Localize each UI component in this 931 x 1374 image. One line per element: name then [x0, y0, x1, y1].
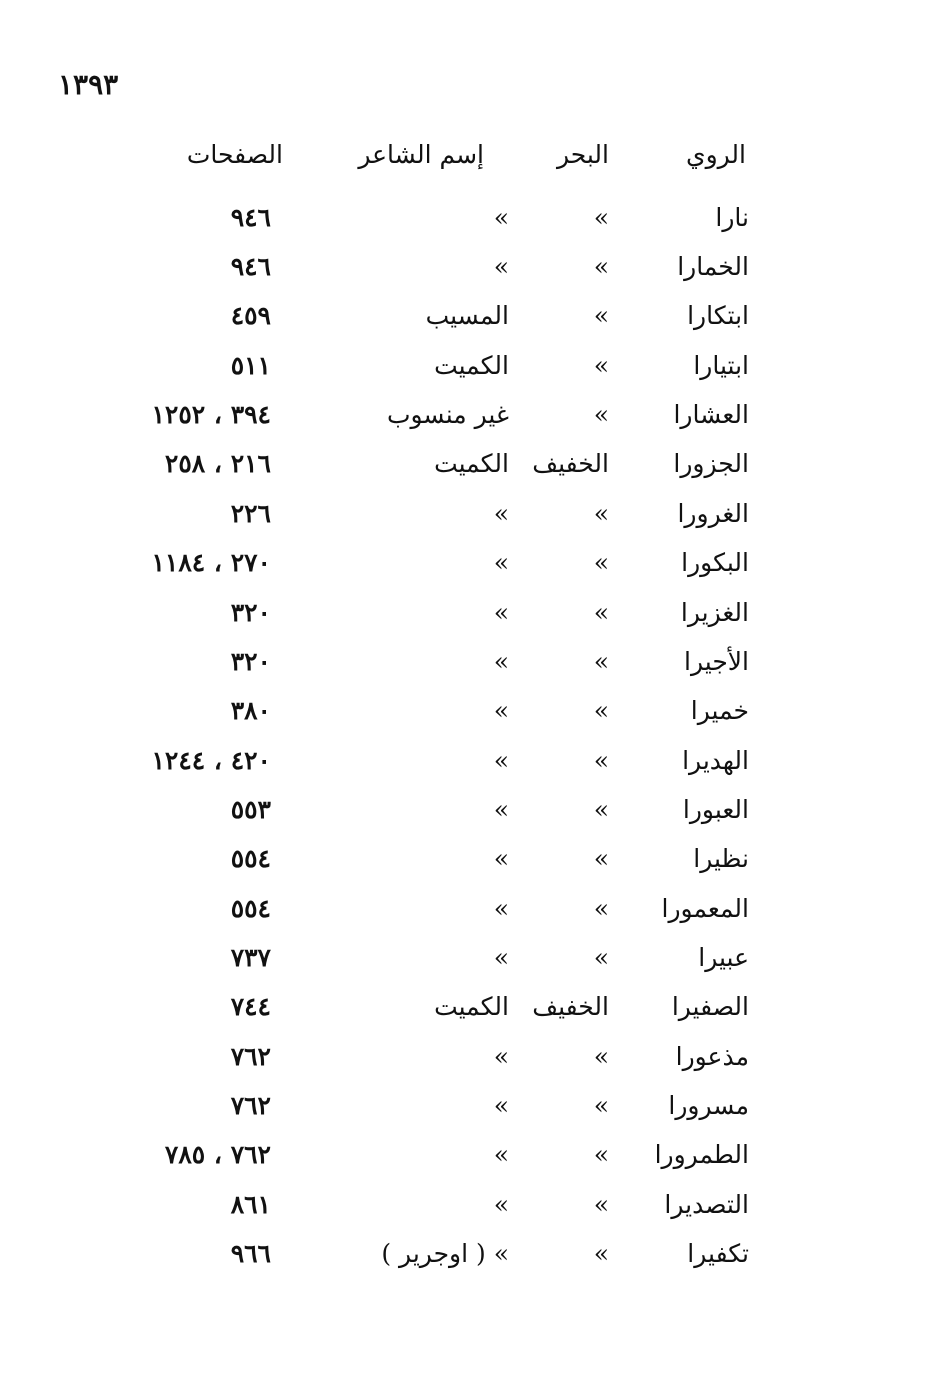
bahr-cell: »: [593, 252, 609, 281]
rawi-cell: العشارا: [673, 400, 749, 429]
bahr-cell: »: [593, 1042, 609, 1071]
table-row: [0, 889, 931, 929]
bahr-cell: »: [593, 1140, 609, 1169]
pages-cell: ٣٩٤ ، ١٢٥٢: [151, 400, 271, 429]
bahr-cell: »: [593, 351, 609, 380]
rawi-cell: الهديرا: [682, 746, 749, 775]
poet-cell: »: [493, 1091, 509, 1120]
pages-cell: ٤٢٠ ، ١٢٤٤: [151, 746, 271, 775]
poet-cell: غير منسوب: [386, 400, 509, 429]
poet-cell: المسيب: [425, 301, 509, 330]
pages-cell: ٢١٦ ، ٢٥٨: [164, 449, 271, 478]
table-row: [0, 839, 931, 879]
rawi-cell: الجزورا: [673, 449, 749, 478]
pages-cell: ٥٥٣: [230, 795, 271, 824]
poet-cell: »: [493, 1190, 509, 1219]
poet-cell: »: [493, 203, 509, 232]
table-row: [0, 247, 931, 287]
bahr-cell: الخفيف: [532, 992, 609, 1021]
bahr-cell: »: [593, 1190, 609, 1219]
bahr-cell: »: [593, 598, 609, 627]
rawi-cell: التصديرا: [664, 1190, 749, 1219]
poet-cell: »: [493, 746, 509, 775]
bahr-cell: »: [593, 499, 609, 528]
bahr-cell: »: [593, 1239, 609, 1268]
pages-cell: ٥١١: [230, 351, 271, 380]
table-row: [0, 1086, 931, 1126]
rawi-cell: الصفيرا: [671, 992, 749, 1021]
poet-cell: »: [493, 894, 509, 923]
pages-cell: ٣٨٠: [230, 696, 271, 725]
rawi-cell: خميرا: [690, 696, 749, 725]
poet-cell: »: [493, 499, 509, 528]
pages-cell: ٣٢٠: [230, 647, 271, 676]
table-row: [0, 642, 931, 682]
bahr-cell: »: [593, 400, 609, 429]
rawi-cell: العبورا: [682, 795, 749, 824]
pages-cell: ٢٢٦: [230, 499, 271, 528]
pages-cell: ٨٦١: [230, 1190, 271, 1219]
table-row: [0, 543, 931, 583]
poet-cell: »: [493, 598, 509, 627]
bahr-cell: »: [593, 647, 609, 676]
poet-cell: الكميت: [434, 449, 509, 478]
rawi-cell: ابتيارا: [693, 351, 749, 380]
table-row: [0, 296, 931, 336]
pages-cell: ٩٤٦: [230, 203, 271, 232]
poet-cell: الكميت: [434, 351, 509, 380]
rawi-cell: الخمارا: [677, 252, 749, 281]
poet-cell: »: [493, 696, 509, 725]
rawi-cell: المعمورا: [661, 894, 749, 923]
bahr-cell: »: [593, 795, 609, 824]
table-row: [0, 938, 931, 978]
table-row: [0, 444, 931, 484]
rawi-cell: تكفيرا: [687, 1239, 749, 1268]
table-row: [0, 346, 931, 386]
pages-cell: ٧٤٤: [230, 992, 271, 1021]
table-row: [0, 198, 931, 238]
rawi-cell: مسرورا: [668, 1091, 749, 1120]
bahr-cell: »: [593, 548, 609, 577]
rawi-cell: الأجيرا: [684, 647, 749, 676]
poet-cell: »: [493, 1140, 509, 1169]
header-rawi: الروي: [686, 140, 746, 169]
rawi-cell: مذعورا: [675, 1042, 749, 1071]
bahr-cell: »: [593, 301, 609, 330]
rawi-cell: نارا: [715, 203, 749, 232]
poet-cell: » ( اوجرير ): [381, 1239, 509, 1268]
rawi-cell: الطمرورا: [654, 1140, 749, 1169]
header-bahr: البحر: [556, 140, 609, 169]
table-row: [0, 741, 931, 781]
rawi-cell: نظيرا: [693, 844, 749, 873]
bahr-cell: »: [593, 1091, 609, 1120]
bahr-cell: »: [593, 203, 609, 232]
table-row: [0, 1037, 931, 1077]
table-row: [0, 593, 931, 633]
table-row: [0, 1234, 931, 1274]
bahr-cell: »: [593, 746, 609, 775]
poet-cell: »: [493, 943, 509, 972]
pages-cell: ٢٧٠ ، ١١٨٤: [151, 548, 271, 577]
rawi-cell: عبيرا: [698, 943, 749, 972]
table-row: [0, 494, 931, 534]
table-header: [0, 135, 931, 175]
rawi-cell: ابتكارا: [687, 301, 749, 330]
table-row: [0, 1135, 931, 1175]
poet-cell: »: [493, 548, 509, 577]
bahr-cell: »: [593, 696, 609, 725]
rawi-cell: الغزيرا: [680, 598, 749, 627]
pages-cell: ٤٥٩: [230, 301, 271, 330]
rawi-cell: البكورا: [681, 548, 749, 577]
pages-cell: ٥٥٤: [230, 844, 271, 873]
pages-cell: ٧٦٢: [230, 1042, 271, 1071]
table-row: [0, 987, 931, 1027]
poet-cell: »: [493, 1042, 509, 1071]
pages-cell: ٥٥٤: [230, 894, 271, 923]
poet-cell: »: [493, 252, 509, 281]
pages-cell: ٧٣٧: [230, 943, 271, 972]
pages-cell: ٩٦٦: [230, 1239, 271, 1268]
rawi-cell: الغرورا: [677, 499, 749, 528]
bahr-cell: »: [593, 844, 609, 873]
header-poet: إسم الشاعر: [358, 140, 484, 169]
bahr-cell: »: [593, 894, 609, 923]
table-row: [0, 1185, 931, 1225]
pages-cell: ٩٤٦: [230, 252, 271, 281]
pages-cell: ٧٦٢ ، ٧٨٥: [164, 1140, 271, 1169]
page-number: ١٣٩٣: [58, 68, 119, 101]
poet-cell: »: [493, 795, 509, 824]
poet-cell: الكميت: [434, 992, 509, 1021]
bahr-cell: الخفيف: [532, 449, 609, 478]
poet-cell: »: [493, 844, 509, 873]
pages-cell: ٣٢٠: [230, 598, 271, 627]
table-row: [0, 691, 931, 731]
header-pages: الصفحات: [186, 140, 283, 169]
table-row: [0, 395, 931, 435]
bahr-cell: »: [593, 943, 609, 972]
pages-cell: ٧٦٢: [230, 1091, 271, 1120]
table-row: [0, 790, 931, 830]
poet-cell: »: [493, 647, 509, 676]
